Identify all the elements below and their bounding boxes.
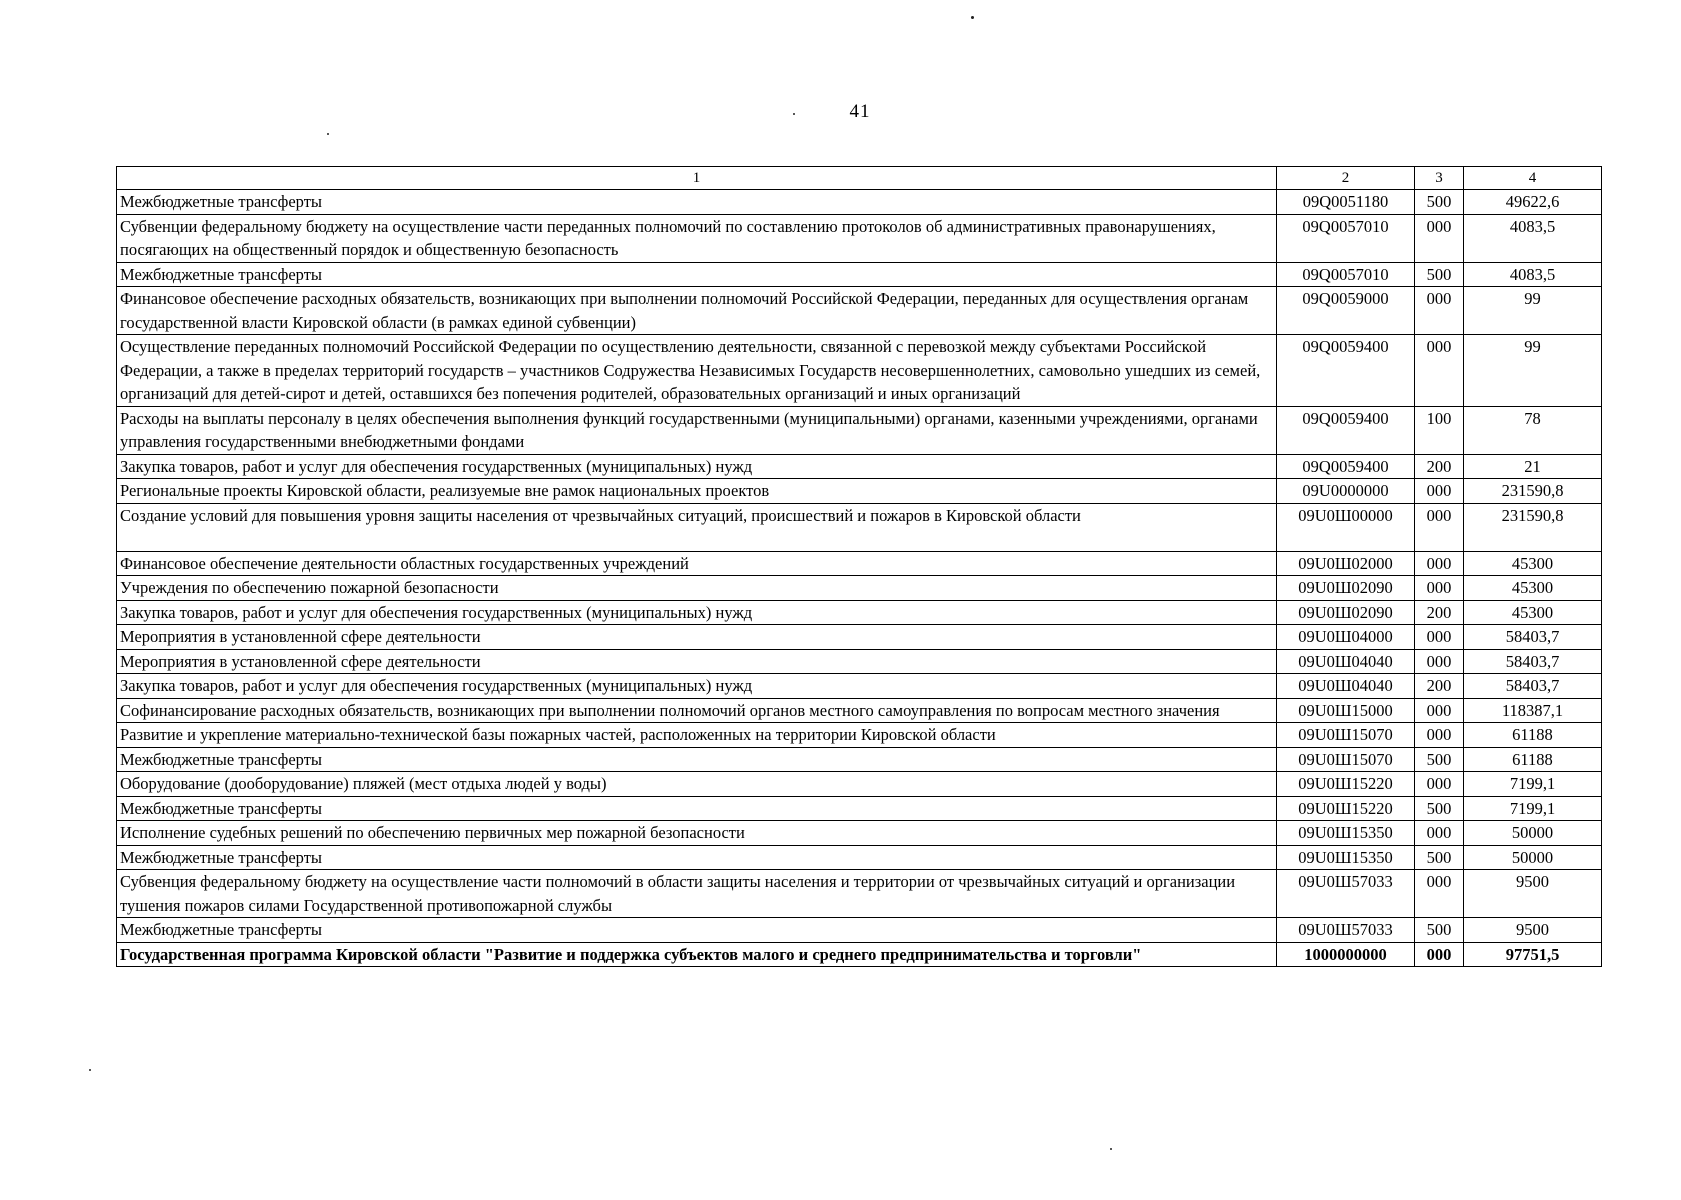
scan-speck bbox=[971, 16, 974, 19]
table-row bbox=[117, 551, 1602, 576]
table-row bbox=[117, 674, 1602, 699]
row-name-cell: Расходы на выплаты персоналу в целях обеспечения выполнения функций государственными (муниципальными) органами, казенными учреждениями, органами управления государственными внебюджетными фондами bbox=[117, 406, 1277, 454]
scan-speck bbox=[793, 113, 795, 115]
table-row bbox=[117, 870, 1602, 918]
row-sum-cell: 61188 bbox=[1464, 723, 1602, 748]
row-vr-cell: 500 bbox=[1415, 262, 1464, 287]
row-name-cell: Субвенции федеральному бюджету на осуществление части переданных полномочий по составлению протоколов об административных правонарушениях, посягающих на общественный порядок и общественную безопасность bbox=[117, 214, 1277, 262]
row-vr-cell: 000 bbox=[1415, 649, 1464, 674]
row-sum-cell: 7199,1 bbox=[1464, 772, 1602, 797]
row-sum-cell: 7199,1 bbox=[1464, 796, 1602, 821]
table-row bbox=[117, 406, 1602, 454]
row-vr-cell: 500 bbox=[1415, 190, 1464, 215]
row-code-cell: 09U0Ш04040 bbox=[1277, 649, 1415, 674]
row-name-cell: Софинансирование расходных обязательств, возникающих при выполнении полномочий органов местного самоуправления по вопросам местного значения bbox=[117, 698, 1277, 723]
row-code-cell: 09Q0059400 bbox=[1277, 406, 1415, 454]
row-name-cell: Закупка товаров, работ и услуг для обеспечения государственных (муниципальных) нужд bbox=[117, 454, 1277, 479]
column-header-code: 2 bbox=[1277, 167, 1415, 190]
row-sum-cell: 118387,1 bbox=[1464, 698, 1602, 723]
row-sum-cell: 45300 bbox=[1464, 600, 1602, 625]
table-row bbox=[117, 821, 1602, 846]
row-name-cell: Субвенция федеральному бюджету на осуществление части полномочий в области защиты населения и территории от чрезвычайных ситуаций и организации тушения пожаров силами Государственной противопожарной службы bbox=[117, 870, 1277, 918]
row-name-cell: Оборудование (дооборудование) пляжей (мест отдыха людей у воды) bbox=[117, 772, 1277, 797]
row-vr-cell: 000 bbox=[1415, 551, 1464, 576]
row-vr-cell: 000 bbox=[1415, 214, 1464, 262]
row-name-cell: Закупка товаров, работ и услуг для обеспечения государственных (муниципальных) нужд bbox=[117, 674, 1277, 699]
row-code-cell: 09U0000000 bbox=[1277, 479, 1415, 504]
row-name-cell: Мероприятия в установленной сфере деятельности bbox=[117, 625, 1277, 650]
row-name-cell: Финансовое обеспечение деятельности областных государственных учреждений bbox=[117, 551, 1277, 576]
row-vr-cell: 000 bbox=[1415, 287, 1464, 335]
row-name-cell: Региональные проекты Кировской области, реализуемые вне рамок национальных проектов bbox=[117, 479, 1277, 504]
row-code-cell: 09U0Ш15070 bbox=[1277, 747, 1415, 772]
table-row bbox=[117, 796, 1602, 821]
row-name-cell: Межбюджетные трансферты bbox=[117, 845, 1277, 870]
row-name-cell: Межбюджетные трансферты bbox=[117, 918, 1277, 943]
row-vr-cell: 000 bbox=[1415, 698, 1464, 723]
table-header-row bbox=[117, 167, 1602, 190]
table-row bbox=[117, 942, 1602, 967]
row-vr-cell: 000 bbox=[1415, 335, 1464, 407]
scan-speck bbox=[89, 1069, 91, 1071]
row-vr-cell: 000 bbox=[1415, 942, 1464, 967]
row-vr-cell: 000 bbox=[1415, 772, 1464, 797]
scan-speck bbox=[327, 133, 329, 135]
row-sum-cell: 9500 bbox=[1464, 870, 1602, 918]
row-vr-cell: 000 bbox=[1415, 821, 1464, 846]
row-name-cell: Финансовое обеспечение расходных обязательств, возникающих при выполнении полномочий Российской Федерации, переданных для осуществления органам государственной власти Кировской области (в рамках единой субвенции) bbox=[117, 287, 1277, 335]
row-code-cell: 09U0Ш57033 bbox=[1277, 870, 1415, 918]
row-vr-cell: 000 bbox=[1415, 503, 1464, 551]
row-code-cell: 09Q0051180 bbox=[1277, 190, 1415, 215]
row-sum-cell: 50000 bbox=[1464, 845, 1602, 870]
row-code-cell: 09Q0059400 bbox=[1277, 335, 1415, 407]
row-vr-cell: 000 bbox=[1415, 576, 1464, 601]
budget-table bbox=[116, 166, 1602, 967]
row-vr-cell: 200 bbox=[1415, 454, 1464, 479]
table-row bbox=[117, 335, 1602, 407]
table-row bbox=[117, 600, 1602, 625]
row-sum-cell: 58403,7 bbox=[1464, 625, 1602, 650]
row-code-cell: 09Q0057010 bbox=[1277, 262, 1415, 287]
table-row bbox=[117, 454, 1602, 479]
row-sum-cell: 45300 bbox=[1464, 551, 1602, 576]
row-name-cell: Развитие и укрепление материально-технической базы пожарных частей, расположенных на территории Кировской области bbox=[117, 723, 1277, 748]
row-vr-cell: 500 bbox=[1415, 918, 1464, 943]
row-code-cell: 09U0Ш02090 bbox=[1277, 600, 1415, 625]
row-code-cell: 09U0Ш04040 bbox=[1277, 674, 1415, 699]
row-name-cell: Исполнение судебных решений по обеспечению первичных мер пожарной безопасности bbox=[117, 821, 1277, 846]
row-vr-cell: 500 bbox=[1415, 747, 1464, 772]
row-sum-cell: 99 bbox=[1464, 335, 1602, 407]
row-sum-cell: 58403,7 bbox=[1464, 674, 1602, 699]
row-code-cell: 09Q0059000 bbox=[1277, 287, 1415, 335]
row-sum-cell: 231590,8 bbox=[1464, 503, 1602, 551]
row-code-cell: 09U0Ш15000 bbox=[1277, 698, 1415, 723]
row-name-cell: Межбюджетные трансферты bbox=[117, 796, 1277, 821]
row-name-cell: Межбюджетные трансферты bbox=[117, 262, 1277, 287]
row-vr-cell: 500 bbox=[1415, 796, 1464, 821]
table-row bbox=[117, 576, 1602, 601]
row-sum-cell: 21 bbox=[1464, 454, 1602, 479]
row-vr-cell: 500 bbox=[1415, 845, 1464, 870]
row-code-cell: 09U0Ш57033 bbox=[1277, 918, 1415, 943]
row-code-cell: 09U0Ш15350 bbox=[1277, 821, 1415, 846]
table-row bbox=[117, 479, 1602, 504]
row-name-cell: Межбюджетные трансферты bbox=[117, 747, 1277, 772]
column-header-sum: 4 bbox=[1464, 167, 1602, 190]
row-code-cell: 09U0Ш04000 bbox=[1277, 625, 1415, 650]
table-row bbox=[117, 625, 1602, 650]
row-code-cell: 09U0Ш00000 bbox=[1277, 503, 1415, 551]
column-header-vr: 3 bbox=[1415, 167, 1464, 190]
row-name-cell: Создание условий для повышения уровня защиты населения от чрезвычайных ситуаций, происшествий и пожаров в Кировской области bbox=[117, 503, 1277, 551]
row-code-cell: 09U0Ш02090 bbox=[1277, 576, 1415, 601]
table-row bbox=[117, 723, 1602, 748]
row-sum-cell: 45300 bbox=[1464, 576, 1602, 601]
row-name-cell: Межбюджетные трансферты bbox=[117, 190, 1277, 215]
row-sum-cell: 49622,6 bbox=[1464, 190, 1602, 215]
page-number: 41 bbox=[849, 101, 871, 122]
row-vr-cell: 000 bbox=[1415, 723, 1464, 748]
row-sum-cell: 97751,5 bbox=[1464, 942, 1602, 967]
row-vr-cell: 200 bbox=[1415, 674, 1464, 699]
row-sum-cell: 58403,7 bbox=[1464, 649, 1602, 674]
table-row bbox=[117, 214, 1602, 262]
row-code-cell: 09U0Ш15070 bbox=[1277, 723, 1415, 748]
table-row bbox=[117, 262, 1602, 287]
row-sum-cell: 99 bbox=[1464, 287, 1602, 335]
table-row bbox=[117, 772, 1602, 797]
row-vr-cell: 000 bbox=[1415, 870, 1464, 918]
row-sum-cell: 231590,8 bbox=[1464, 479, 1602, 504]
table-body bbox=[117, 190, 1602, 967]
row-sum-cell: 4083,5 bbox=[1464, 214, 1602, 262]
row-name-cell: Государственная программа Кировской области "Развитие и поддержка субъектов малого и среднего предпринимательства и торговли" bbox=[117, 942, 1277, 967]
row-sum-cell: 9500 bbox=[1464, 918, 1602, 943]
row-vr-cell: 000 bbox=[1415, 625, 1464, 650]
row-code-cell: 1000000000 bbox=[1277, 942, 1415, 967]
row-name-cell: Учреждения по обеспечению пожарной безопасности bbox=[117, 576, 1277, 601]
table-row bbox=[117, 503, 1602, 551]
table-row bbox=[117, 649, 1602, 674]
column-header-name: 1 bbox=[117, 167, 1277, 190]
scan-speck bbox=[1110, 1148, 1112, 1150]
row-vr-cell: 100 bbox=[1415, 406, 1464, 454]
row-name-cell: Мероприятия в установленной сфере деятельности bbox=[117, 649, 1277, 674]
row-code-cell: 09Q0059400 bbox=[1277, 454, 1415, 479]
table-row bbox=[117, 918, 1602, 943]
row-vr-cell: 200 bbox=[1415, 600, 1464, 625]
row-sum-cell: 50000 bbox=[1464, 821, 1602, 846]
row-name-cell: Осуществление переданных полномочий Российской Федерации по осуществлению деятельности, связанной с перевозкой между субъектами Российской Федерации, а также в пределах территорий государств – участников Содружества Независимых Государств несовершеннолетних, самовольно ушедших из семей, организаций для детей-сирот и детей, оставшихся без попечения родителей, образовательных организаций и иных организаций bbox=[117, 335, 1277, 407]
row-code-cell: 09U0Ш15350 bbox=[1277, 845, 1415, 870]
table-row bbox=[117, 190, 1602, 215]
row-name-cell: Закупка товаров, работ и услуг для обеспечения государственных (муниципальных) нужд bbox=[117, 600, 1277, 625]
row-sum-cell: 61188 bbox=[1464, 747, 1602, 772]
table-row bbox=[117, 287, 1602, 335]
row-code-cell: 09Q0057010 bbox=[1277, 214, 1415, 262]
row-vr-cell: 000 bbox=[1415, 479, 1464, 504]
row-code-cell: 09U0Ш15220 bbox=[1277, 796, 1415, 821]
row-sum-cell: 78 bbox=[1464, 406, 1602, 454]
row-code-cell: 09U0Ш02000 bbox=[1277, 551, 1415, 576]
table-row bbox=[117, 747, 1602, 772]
row-sum-cell: 4083,5 bbox=[1464, 262, 1602, 287]
table-row bbox=[117, 845, 1602, 870]
table-row bbox=[117, 698, 1602, 723]
row-code-cell: 09U0Ш15220 bbox=[1277, 772, 1415, 797]
